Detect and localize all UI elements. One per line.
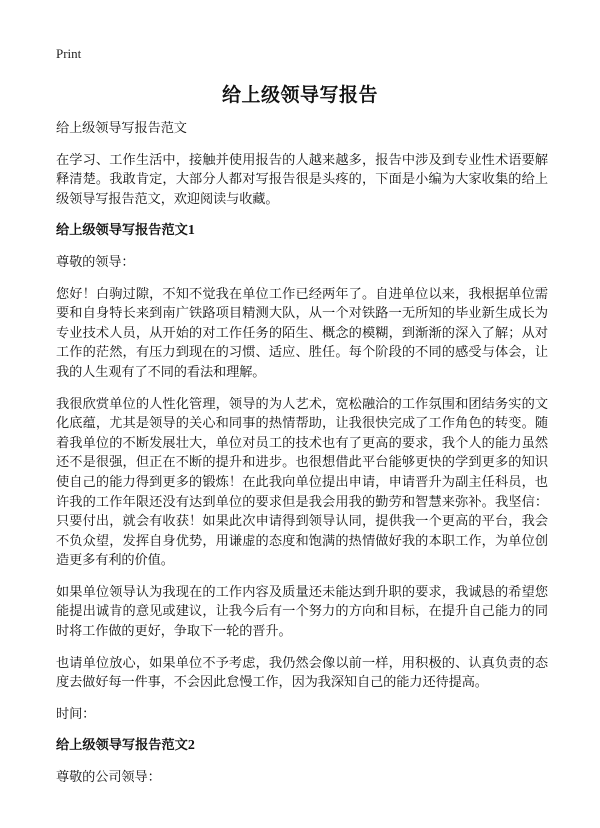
section-1-paragraph: 也请单位放心，如果单位不予考虑，我仍然会像以前一样，用积极的、认真负责的态度去做好每一件事，不会因此怠慢工作，因为我深知自己的能力还待提高。: [56, 655, 548, 691]
section-1-heading-number: 1: [187, 223, 195, 239]
document-subtitle: 给上级领导写报告范文: [56, 121, 187, 136]
section-2-salutation: 尊敬的公司领导：: [56, 770, 161, 786]
section-1-paragraph: 我很欣赏单位的人性化管理，领导的为人艺术，宽松融洽的工作氛围和团结务实的文化底蕴，尤其是领导的关心和同事的热情帮助，让我很快完成了工作角色的转变。随着我单位的不断发展壮大，单位对员工的技术也有了更高的要求，我个人的能力虽然还不是很强，但正在不断的提升和进步。也很想借此平台能够更快的学到更多的知识使自己的能力得到更多的锻炼！在此我向单位提出申请，申请晋升为副主任科员，也许我的工作年限还没有达到单位的要求但是我会用我的勤劳和智慧来弥补。我坚信：只要付出，就会有收获！如果此次申请得到领导认同，提供我一个更高的平台，我会不负众望，发挥自身优势，用谦虚的态度和饱满的热情做好我的本职工作，为单位创造更多有利的价值。: [56, 396, 548, 569]
section-1-heading-text: 给上级领导写报告范文: [56, 223, 188, 239]
section-2-heading-text: 给上级领导写报告范文: [56, 738, 188, 754]
section-1-time-label: 时间：: [56, 706, 96, 722]
section-2-heading-number: 2: [187, 738, 195, 754]
section-1-paragraph: 如果单位领导认为我现在的工作内容及质量还未能达到升职的要求，我诚恳的希望您能提出诚肯的意见或建议，让我今后有一个努力的方向和目标，在提升自己能力的同时将工作做的更好，争取下一轮的晋升。: [56, 584, 548, 640]
print-link[interactable]: Print: [56, 46, 82, 61]
document-body: [56, 119, 548, 788]
page-title: 给上级领导写报告: [221, 84, 378, 106]
section-2-heading: [56, 736, 548, 756]
section-1-salutation: 尊敬的领导：: [56, 254, 135, 270]
section-1-paragraph: 您好！白驹过隙，不知不觉我在单位工作已经两年了。自进单位以来，我根据单位需要和自身特长来到南广铁路项目精测大队，从一个对铁路一无所知的毕业新生成长为专业技术人员，从开始的对工作任务的陌生、概念的模糊，到渐渐的深入了解；从对工作的茫然，有压力到现在的习惯、适应、胜任。每个阶段的不同的感受与体会，让我的人生观有了不同的看法和理解。: [56, 286, 548, 380]
section-1-heading: [56, 221, 548, 241]
intro-paragraph: 在学习、工作生活中，接触并使用报告的人越来越多，报告中涉及到专业性术语要解释清楚。我敢肯定，大部分人都对写报告很是头疼的，下面是小编为大家收集的给上级领导写报告范文，欢迎阅读与收藏。: [56, 152, 548, 207]
